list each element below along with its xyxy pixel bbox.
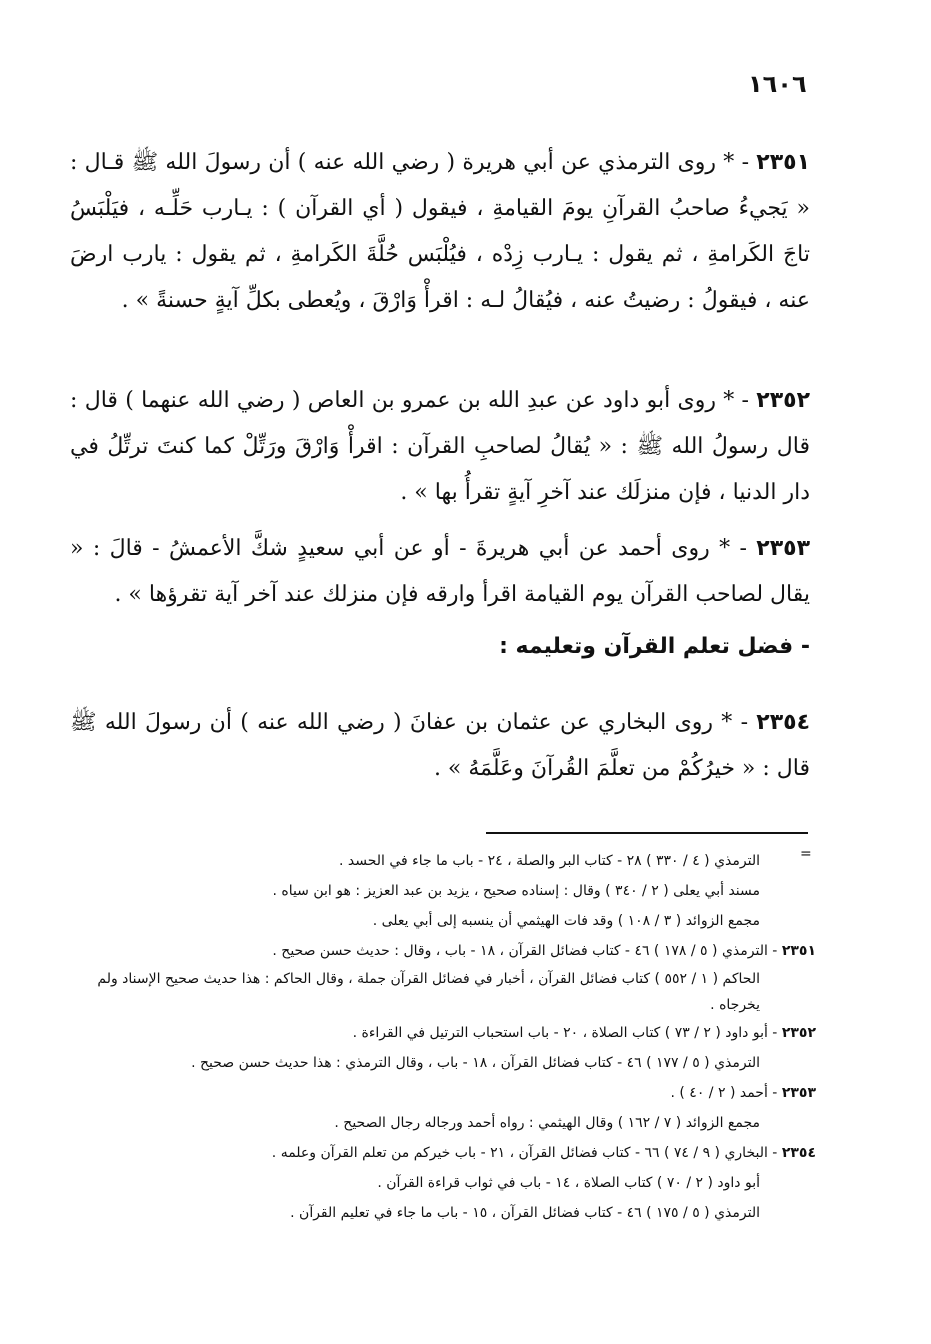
hadith-number: ٢٣٥٢ (756, 388, 810, 413)
footnote-continuation-marker: = (800, 846, 812, 862)
hadith-text: - * روى أبو داود عن عبدِ الله بن عمرو بن العاص ( رضي الله عنهما ) قال : قال رسولُ الله ﷺ : « يُقالُ لصاحبِ القرآن : اقرأْ وَارْقَ ورَتِّلْ كما كنتَ ترتِّلُ في دار الدنيا ، فإن منزلَك عند آخرِ آيةٍ تقرأُ بها » . (70, 388, 810, 505)
footnote-line: الترمذي ( ٥ / ١٧٥ ) ٤٦ - كتاب فضائل القرآن ، ١٥ - باب ما جاء في تعليم القرآن . (290, 1205, 760, 1221)
hadith-2353 (70, 526, 810, 618)
hadith-text: - * روى البخاري عن عثمان بن عفانَ ( رضي الله عنه ) أن رسولَ الله ﷺ قال : « خيرُكُمْ من تعلَّمَ القُرآنَ وعَلَّمَهُ » . (70, 710, 810, 781)
footnote-line: ٢٣٥١ - الترمذي ( ٥ / ١٧٨ ) ٤٦ - كتاب فضائل القرآن ، ١٨ - باب ، وقال : حديث حسن صحيح . (272, 943, 816, 959)
footnote-line: الترمذي ( ٥ / ١٧٧ ) ٤٦ - كتاب فضائل القرآن ، ١٨ - باب ، وقال الترمذي : هذا حديث حسن صحيح . (191, 1055, 760, 1071)
hadith-2354 (70, 700, 810, 792)
hadith-text: - * روى أحمد عن أبي هريرةَ - أو عن أبي سعيدٍ شكَّ الأعمشُ - قالَ : « يقال لصاحب القرآن يوم القيامة اقرأ وارقه فإن منزلك عند آخر آية تقرؤها » . (70, 536, 810, 607)
footnote-line: ٢٣٥٤ - البخاري ( ٩ / ٧٤ ) ٦٦ - كتاب فضائل القرآن ، ٢١ - باب خيركم من تعلم القرآن وعلمه . (271, 1145, 816, 1161)
footnote-line: ٢٣٥٢ - أبو داود ( ٢ / ٧٣ ) كتاب الصلاة ، ٢٠ - باب استحباب الترتيل في القراءة . (352, 1025, 816, 1041)
hadith-2352 (70, 378, 810, 516)
hadith-2351 (70, 140, 810, 324)
footnote-line: مجمع الزوائد ( ٣ / ١٠٨ ) وقد فات الهيثمي أن ينسبه إلى أبي يعلى . (372, 913, 760, 929)
footnote-line: مسند أبي يعلى ( ٢ / ٣٤٠ ) وقال : إسناده صحيح ، يزيد بن عبد العزيز : هو ابن سياه . (272, 883, 760, 899)
footnotes (60, 846, 816, 1228)
footnote-line: ٢٣٥٣ - أحمد ( ٢ / ٤٠ ) . (670, 1085, 816, 1101)
footnote-line: مجمع الزوائد ( ٧ / ١٦٢ ) وقال الهيثمي : رواه أحمد ورجاله رجال الصحيح . (334, 1115, 760, 1131)
footnote-line: الترمذي ( ٤ / ٣٣٠ ) ٢٨ - كتاب البر والصلة ، ٢٤ - باب ما جاء في الحسد . (338, 853, 760, 869)
footnote-separator (486, 832, 808, 834)
section-heading: - فضل تعلم القرآن وتعليمه : (499, 634, 810, 659)
hadith-number: ٢٣٥٣ (756, 536, 811, 561)
page-number: ١٦٠٦ (748, 70, 807, 98)
hadith-number: ٢٣٥١ (756, 150, 811, 175)
hadith-number: ٢٣٥٤ (756, 710, 811, 735)
footnote-line: أبو داود ( ٢ / ٧٠ ) كتاب الصلاة ، ١٤ - باب في ثواب قراءة القرآن . (377, 1175, 760, 1191)
footnote-line: الحاكم ( ١ / ٥٥٢ ) كتاب فضائل القرآن ، أخبار في فضائل القرآن جملة ، وقال الحاكم : هذا حديث صحيح الإسناد ولم يخرجاه . (97, 971, 760, 1013)
hadith-text: - * روى الترمذي عن أبي هريرة ( رضي الله عنه ) أن رسولَ الله ﷺ قـال : « يَجيءُ صاحبُ القرآنِ يومَ القيامةِ ، فيقول ( أي القرآن ) : يـارب حَلِّـه ، فيَلْبَسُ تاجَ الكَرامةِ ، ثم يقول : يـارب زِدْه ، فيُلْبَس حُلَّةَ الكَرامةِ ، ثم يقول : يارب ارضَ عنه ، فيقولُ : رضيتُ عنه ، فيُقالُ لـه : اقرأْ وَارْقَ ، ويُعطى بكلِّ آيةٍ حسنةً » . (70, 150, 810, 313)
